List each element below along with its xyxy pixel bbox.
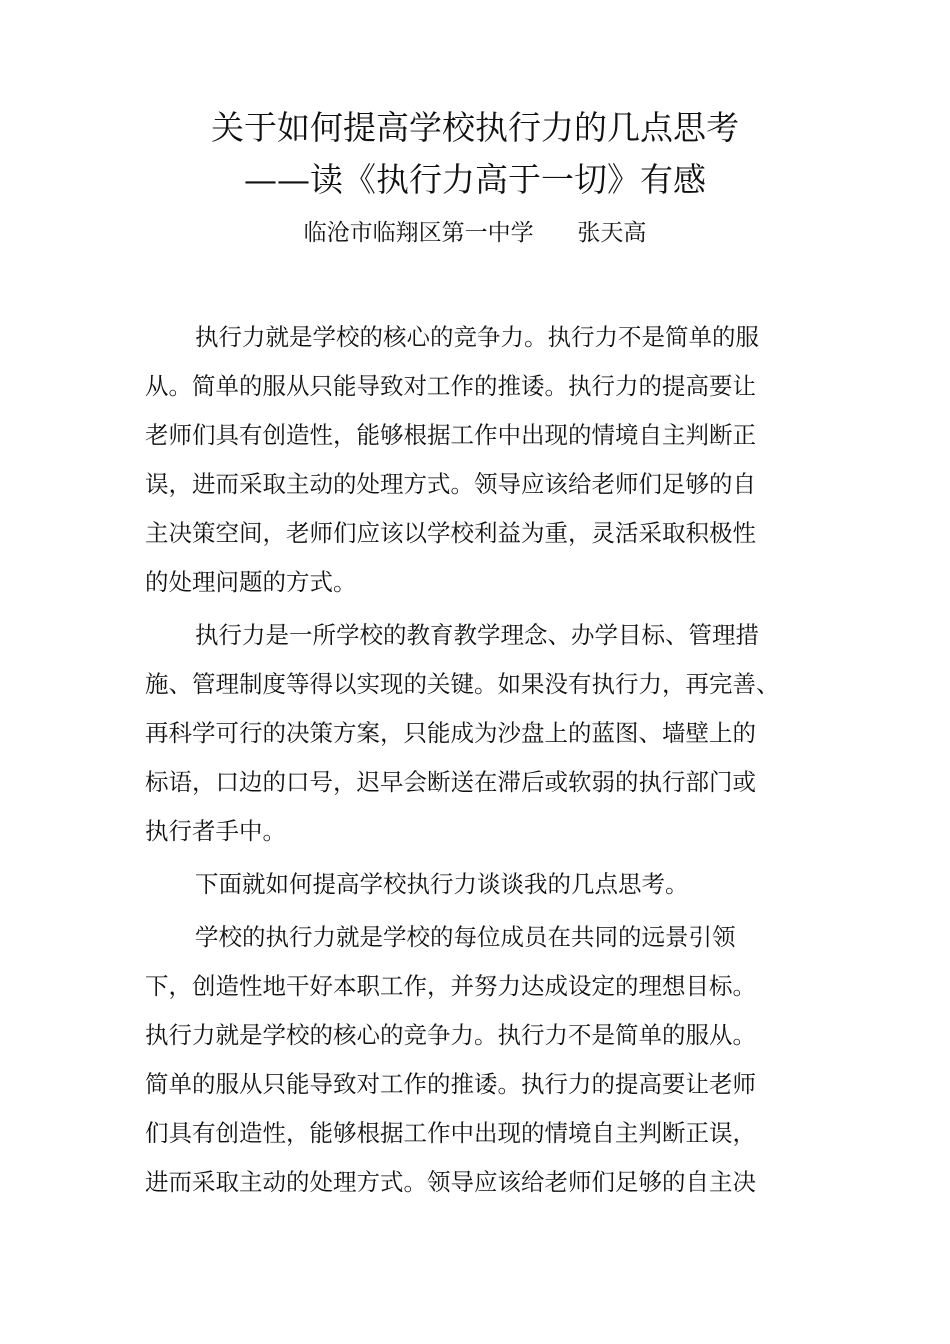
paragraph-line: 进而采取主动的处理方式。领导应该给老师们足够的自主决 [145,1168,756,1196]
paragraph-line: 执行者手中。 [145,817,286,845]
paragraph-line: 执行力就是学校的核心的竞争力。执行力不是简单的服 [195,323,759,351]
paragraph-line: 简单的服从只能导致对工作的推诿。执行力的提高要让老师 [145,1070,756,1098]
paragraph-line: 们具有创造性，能够根据工作中出现的情境自主判断正误， [145,1119,756,1147]
paragraph-line: 从。简单的服从只能导致对工作的推诿。执行力的提高要让 [145,372,756,400]
paragraph-line: 执行力就是学校的核心的竞争力。执行力不是简单的服从。 [145,1021,756,1049]
paragraph [145,913,825,1207]
paragraph [145,611,825,856]
paragraph-line: 误，进而采取主动的处理方式。领导应该给老师们足够的自 [145,470,756,498]
paragraph [145,313,825,607]
paragraph-line: 老师们具有创造性，能够根据工作中出现的情境自主判断正 [145,421,756,449]
document-body [145,313,825,1207]
paragraph-line: 学校的执行力就是学校的每位成员在共同的远景引领 [195,923,736,951]
author-line: 临沧市临翔区第一中学 张天高 [303,220,647,246]
paragraph [145,860,825,909]
paragraph-line: 的处理问题的方式。 [145,568,357,596]
paragraph-line: 再科学可行的决策方案，只能成为沙盘上的蓝图、墙壁上的 [145,719,756,747]
paragraph-line: 标语，口边的口号，迟早会断送在滞后或软弱的执行部门或 [145,768,756,796]
document-title: 关于如何提高学校执行力的几点思考 [211,108,739,147]
paragraph-line: 执行力是一所学校的教育教学理念、办学目标、管理措 [195,621,759,649]
paragraph-line: 下，创造性地干好本职工作，并努力达成设定的理想目标。 [145,972,756,1000]
paragraph-line: 施、管理制度等得以实现的关键。如果没有执行力，再完善、 [145,670,780,698]
paragraph-line: 主决策空间，老师们应该以学校利益为重，灵活采取积极性 [145,519,756,547]
document-subtitle: ——读《执行力高于一切》有感 [244,160,706,199]
paragraph-line: 下面就如何提高学校执行力谈谈我的几点思考。 [195,870,689,898]
title-block [0,102,950,206]
